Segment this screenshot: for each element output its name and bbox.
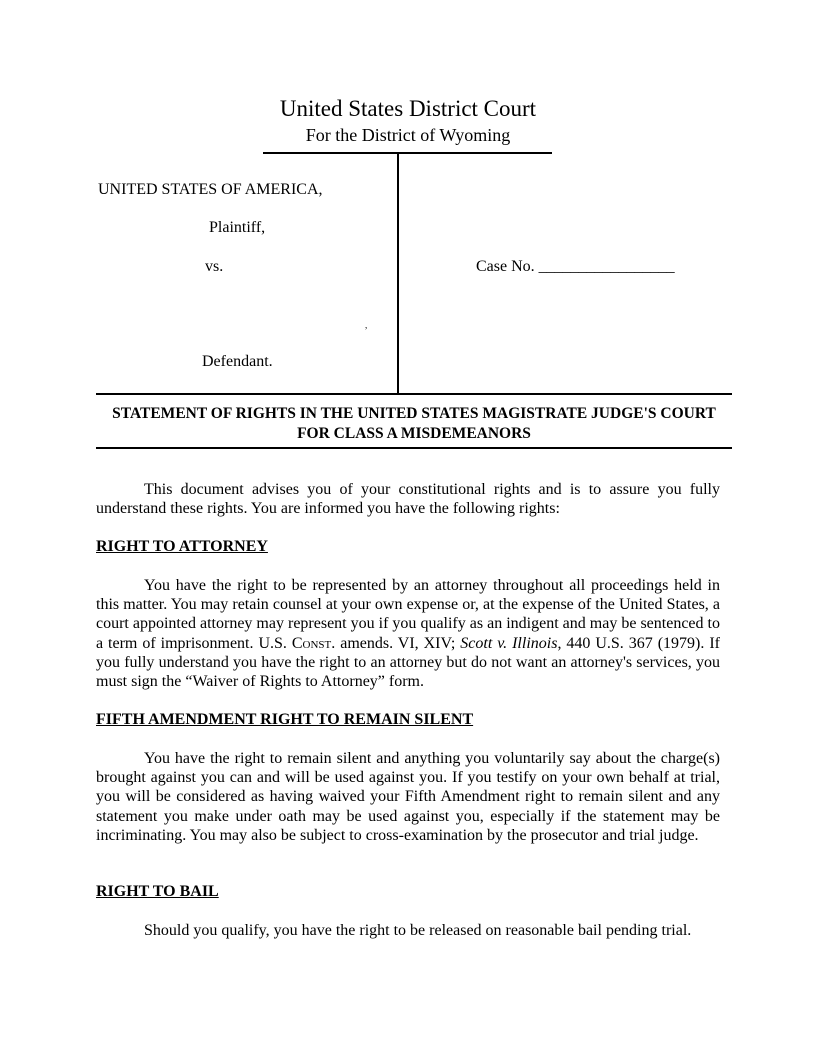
document-title: STATEMENT OF RIGHTS IN THE UNITED STATES MAGISTRATE JUDGE'S COURT FOR CLASS A MISDEMEANORS <box>112 405 716 442</box>
paragraph-right-to-remain-silent: You have the right to remain silent and anything you voluntarily say about the charge(s) brought against you can and will be used against you. If you testify on your own behalf at trial, you will be considered as having waived your Fifth Amendment right to remain silent and any statement you make under oath may be used against you, especially if the statement may be incriminating. You may also be subject to cross-examination by the prosecutor and trial judge. <box>96 750 720 844</box>
text: You have the right to be represented by an attorney throughout all proceedings held in this matter. You may retain counsel at your own expense or, at the expense of the United States, a court appointed attorney may represent you if you qualify as an indigent and may be sentenced to a term of imprisonment. U.S. <box>96 577 720 652</box>
heading-right-to-remain-silent: FIFTH AMENDMENT RIGHT TO REMAIN SILENT <box>96 711 474 728</box>
case-citation: Scott v. Illinois <box>460 634 558 652</box>
paragraph-right-to-attorney <box>96 576 720 691</box>
heading-right-to-attorney: RIGHT TO ATTORNEY <box>96 538 268 555</box>
case-number <box>476 258 675 276</box>
defendant-label: Defendant. <box>202 353 273 370</box>
caption-bottom-rule <box>96 393 732 395</box>
paragraph-right-to-bail: Should you qualify, you have the right to be released on reasonable bail pending trial. <box>144 922 692 939</box>
title-bottom-rule <box>96 447 732 449</box>
case-number-label: Case No. <box>476 258 535 275</box>
plaintiff-name: UNITED STATES OF AMERICA, <box>98 181 323 198</box>
const-abbrev: Const <box>291 634 332 652</box>
case-number-field[interactable]: _________________ <box>538 258 675 275</box>
defendant-name: , <box>365 320 368 330</box>
text: . amends. VI, XIV; <box>331 634 461 652</box>
court-name: United States District Court <box>279 96 537 121</box>
intro-paragraph: This document advises you of your constitutional rights and is to assure you fully understand these rights. You are informed you have the following rights: <box>96 481 720 518</box>
heading-right-to-bail: RIGHT TO BAIL <box>96 883 219 900</box>
versus-label: vs. <box>205 258 224 275</box>
caption-top-rule <box>263 152 552 154</box>
district-name: For the District of Wyoming <box>305 125 511 145</box>
caption-vertical-rule <box>397 153 399 394</box>
text: , 440 U.S. 367 (1979). If you fully understand you have the right to an attorney but do not want an attorney's services, you must sign the “Waiver of Rights to Attorney” form. <box>96 634 720 691</box>
plaintiff-label: Plaintiff, <box>209 219 266 236</box>
